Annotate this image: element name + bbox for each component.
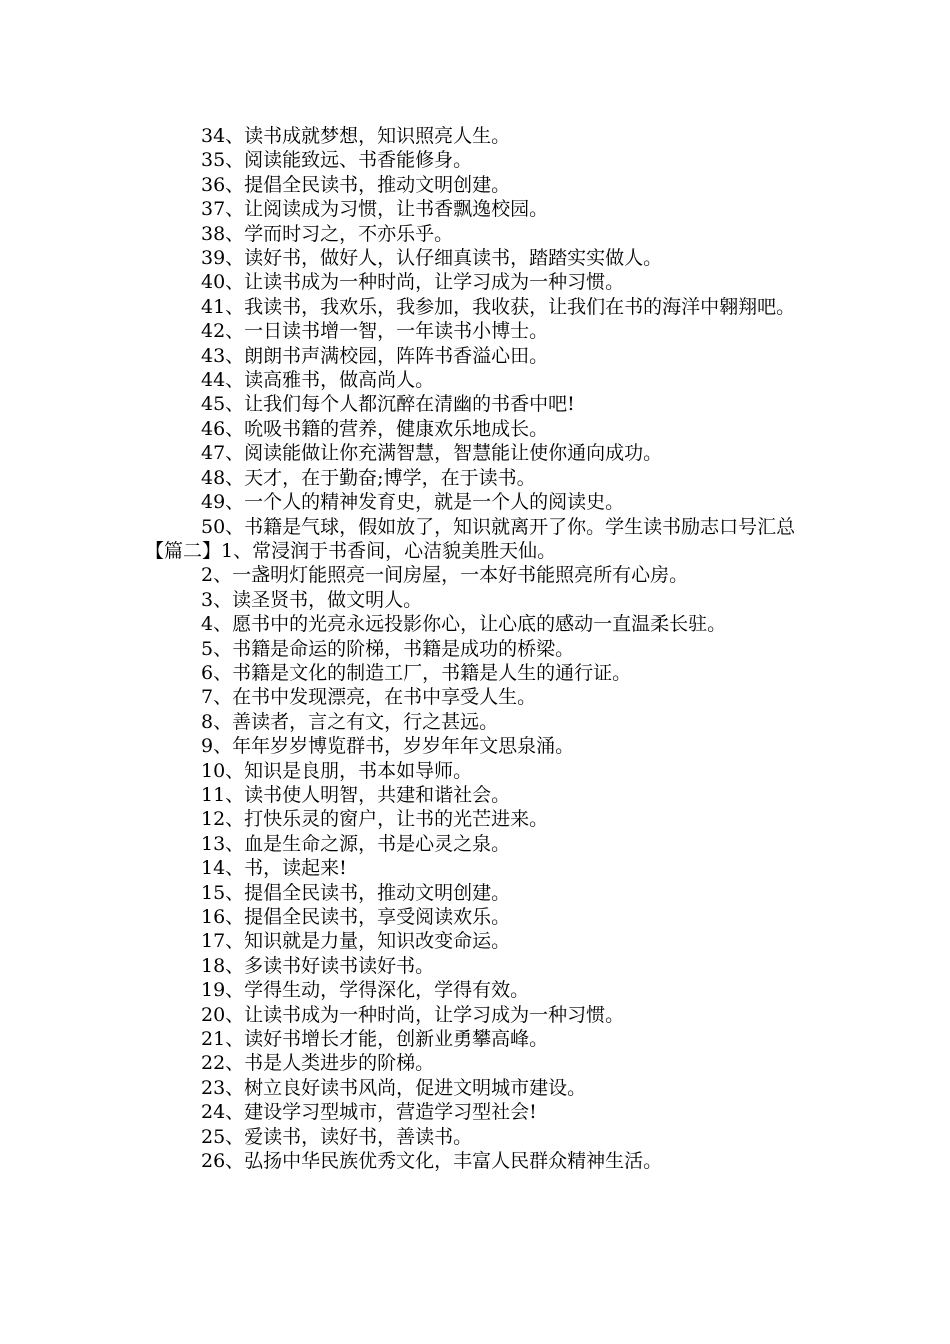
document-paragraph: 21、读好书增长才能，创新业勇攀高峰。	[201, 1028, 549, 1051]
document-paragraph: 48、天才，在于勤奋;博学，在于读书。	[201, 466, 536, 489]
document-paragraph: 20、让读书成为一种时尚，让学习成为一种习惯。	[201, 1003, 625, 1026]
document-paragraph: 47、阅读能做让你充满智慧，智慧能让使你通向成功。	[201, 442, 663, 465]
document-paragraph: 18、多读书好读书读好书。	[201, 954, 435, 977]
document-paragraph: 43、朗朗书声满校园，阵阵书香溢心田。	[201, 344, 549, 367]
document-body	[145, 124, 815, 1173]
document-paragraph: 25、爱读书，读好书，善读书。	[201, 1125, 473, 1148]
document-paragraph: 35、阅读能致远、书香能修身。	[201, 149, 473, 172]
document-paragraph: 44、读高雅书，做高尚人。	[201, 369, 435, 392]
document-paragraph: 23、树立良好读书风尚，促进文明城市建设。	[201, 1076, 587, 1099]
document-paragraph: 19、学得生动，学得深化，学得有效。	[201, 979, 530, 1002]
document-paragraph: 9、年年岁岁博览群书，岁岁年年文思泉涌。	[201, 735, 575, 758]
document-paragraph: 10、知识是良朋，书本如导师。	[201, 759, 473, 782]
document-paragraph: 22、书是人类进步的阶梯。	[201, 1052, 435, 1075]
document-paragraph: 45、让我们每个人都沉醉在清幽的书香中吧!	[201, 393, 575, 416]
document-paragraph: 38、学而时习之，不亦乐乎。	[201, 222, 454, 245]
document-paragraph: 2、一盏明灯能照亮一间房屋，一本好书能照亮所有心房。	[201, 564, 689, 587]
document-paragraph: 24、建设学习型城市，营造学习型社会!	[201, 1101, 537, 1124]
document-paragraph: 26、弘扬中华民族优秀文化，丰富人民群众精神生活。	[201, 1150, 663, 1173]
document-paragraph: 8、善读者，言之有文，行之甚远。	[201, 710, 499, 733]
document-paragraph: 15、提倡全民读书，推动文明创建。	[201, 881, 511, 904]
document-paragraph: 13、血是生命之源，书是心灵之泉。	[201, 832, 511, 855]
document-paragraph: 6、书籍是文化的制造工厂，书籍是人生的通行证。	[201, 661, 632, 684]
document-paragraph: 14、书，读起来!	[201, 857, 347, 880]
document-paragraph: 16、提倡全民读书，享受阅读欢乐。	[201, 906, 511, 928]
document-paragraph: 39、读好书，做好人，认仔细真读书，踏踏实实做人。	[201, 247, 663, 270]
document-paragraph: 40、让读书成为一种时尚，让学习成为一种习惯。	[201, 271, 625, 294]
document-paragraph: 12、打快乐灵的窗户，让书的光芒进来。	[201, 808, 549, 831]
document-paragraph: 42、一日读书增一智，一年读书小博士。	[201, 320, 549, 343]
document-paragraph: 3、读圣贤书，做文明人。	[201, 588, 423, 611]
document-paragraph: 4、愿书中的光亮永远投影你心，让心底的感动一直温柔长驻。	[201, 613, 727, 636]
document-paragraph: 41、我读书，我欢乐，我参加，我收获，让我们在书的海洋中翱翔吧。	[201, 295, 796, 318]
document-paragraph: 5、书籍是命运的阶梯，书籍是成功的桥梁。	[201, 637, 575, 660]
document-paragraph: 11、读书使人明智，共建和谐社会。	[201, 783, 511, 806]
document-paragraph: 7、在书中发现漂亮，在书中享受人生。	[201, 686, 537, 709]
document-paragraph: 46、吮吸书籍的营养，健康欢乐地成长。	[201, 417, 549, 440]
document-paragraph: 17、知识就是力量，知识改变命运。	[201, 930, 511, 953]
document-paragraph: 50、书籍是气球，假如放了，知识就离开了你。学生读书励志口号汇总【篇二】1、常浸润于书香间，心洁貌美胜天仙。	[145, 515, 796, 562]
document-paragraph: 36、提倡全民读书，推动文明创建。	[201, 173, 511, 196]
document-paragraph: 34、读书成就梦想，知识照亮人生。	[201, 125, 511, 147]
document-paragraph: 37、让阅读成为习惯，让书香飘逸校园。	[201, 198, 549, 221]
document-paragraph: 49、一个人的精神发育史，就是一个人的阅读史。	[201, 491, 625, 514]
